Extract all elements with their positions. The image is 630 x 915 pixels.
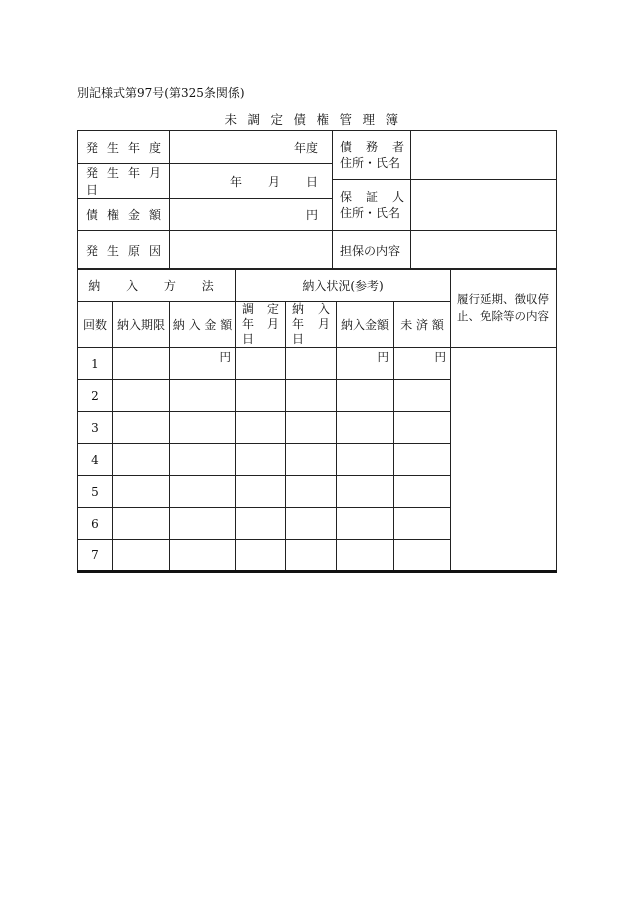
date-unit-month: 月 [267,174,280,189]
row-number: 6 [78,508,113,540]
cell-amount[interactable] [170,412,236,444]
method-header: 納 入 方 法 [78,269,236,302]
cell-amount[interactable] [170,380,236,412]
cell-amount[interactable] [170,540,236,572]
cell-pay-date[interactable] [286,540,337,572]
cell-assess-date[interactable] [236,380,286,412]
amount-label: 債 権 金 額 [78,199,170,231]
date-unit-year: 年 [229,174,242,189]
year-unit: 年度 [293,140,318,155]
guarantor-field[interactable] [411,180,557,231]
year-label: 発 生 年 度 [78,131,170,164]
remarks-header: 履行延期、徴収停止、免除等の内容 [451,269,557,348]
cell-amount[interactable] [170,508,236,540]
amount-unit: 円 [305,208,318,222]
yen-unit: 円 [377,350,390,364]
cell-assess-date[interactable] [236,540,286,572]
table-row [78,348,557,380]
cell-paid[interactable] [337,412,394,444]
row-number: 2 [78,380,113,412]
date-field[interactable] [170,164,333,199]
col-unpaid: 未 済 額 [394,302,451,348]
col-count: 回数 [78,302,113,348]
cell-paid[interactable] [337,380,394,412]
cell-paid[interactable] [337,476,394,508]
cell-amount[interactable] [170,348,236,380]
cell-assess-date[interactable] [236,508,286,540]
cell-paid[interactable] [337,444,394,476]
cell-pay-date[interactable] [286,412,337,444]
row-number: 4 [78,444,113,476]
cell-deadline[interactable] [113,444,170,476]
cell-unpaid[interactable] [394,508,451,540]
guarantor-label: 保 証 人 住所・氏名 [333,180,411,231]
summary-table [77,130,557,270]
row-number: 5 [78,476,113,508]
cell-pay-date[interactable] [286,380,337,412]
cell-assess-date[interactable] [236,476,286,508]
cell-pay-date[interactable] [286,508,337,540]
cell-paid[interactable] [337,540,394,572]
yen-unit: 円 [219,350,232,364]
cell-amount[interactable] [170,476,236,508]
document-title: 未調定債権管理簿 [224,112,409,127]
cell-deadline[interactable] [113,476,170,508]
payment-table [77,268,557,573]
cell-deadline[interactable] [113,412,170,444]
cell-unpaid[interactable] [394,444,451,476]
cell-unpaid[interactable] [394,380,451,412]
cell-unpaid[interactable] [394,412,451,444]
cause-label: 発 生 原 因 [78,231,170,270]
amount-field[interactable] [170,199,333,231]
cell-amount[interactable] [170,444,236,476]
cell-pay-date[interactable] [286,476,337,508]
cell-pay-date[interactable] [286,348,337,380]
collateral-field[interactable] [411,231,557,270]
cell-assess-date[interactable] [236,412,286,444]
col-pay-date: 納 入 年 月 日 [286,302,337,348]
cell-unpaid[interactable] [394,540,451,572]
col-deadline: 納入期限 [113,302,170,348]
col-amount: 納 入 金 額 [170,302,236,348]
debtor-label: 債 務 者 住所・氏名 [333,131,411,180]
year-field[interactable] [170,131,333,164]
cell-deadline[interactable] [113,540,170,572]
col-assess-date: 調 定 年 月 日 [236,302,286,348]
date-unit-day: 日 [305,174,318,189]
col-paid: 納入金額 [337,302,394,348]
cell-paid[interactable] [337,508,394,540]
cell-unpaid[interactable] [394,476,451,508]
remarks-field[interactable] [451,348,557,572]
date-label: 発 生 年 月 日 [78,164,170,199]
form-reference: 別記様式第97号(第325条関係) [77,86,245,100]
debtor-field[interactable] [411,131,557,180]
collateral-label: 担保の内容 [333,231,411,270]
cause-field[interactable] [170,231,333,270]
cell-deadline[interactable] [113,508,170,540]
cell-pay-date[interactable] [286,444,337,476]
status-header: 納入状況(参考) [236,269,451,302]
yen-unit: 円 [434,350,447,364]
cell-paid[interactable] [337,348,394,380]
cell-assess-date[interactable] [236,444,286,476]
row-number: 3 [78,412,113,444]
cell-assess-date[interactable] [236,348,286,380]
cell-deadline[interactable] [113,380,170,412]
row-number: 1 [78,348,113,380]
cell-unpaid[interactable] [394,348,451,380]
cell-deadline[interactable] [113,348,170,380]
row-number: 7 [78,540,113,572]
